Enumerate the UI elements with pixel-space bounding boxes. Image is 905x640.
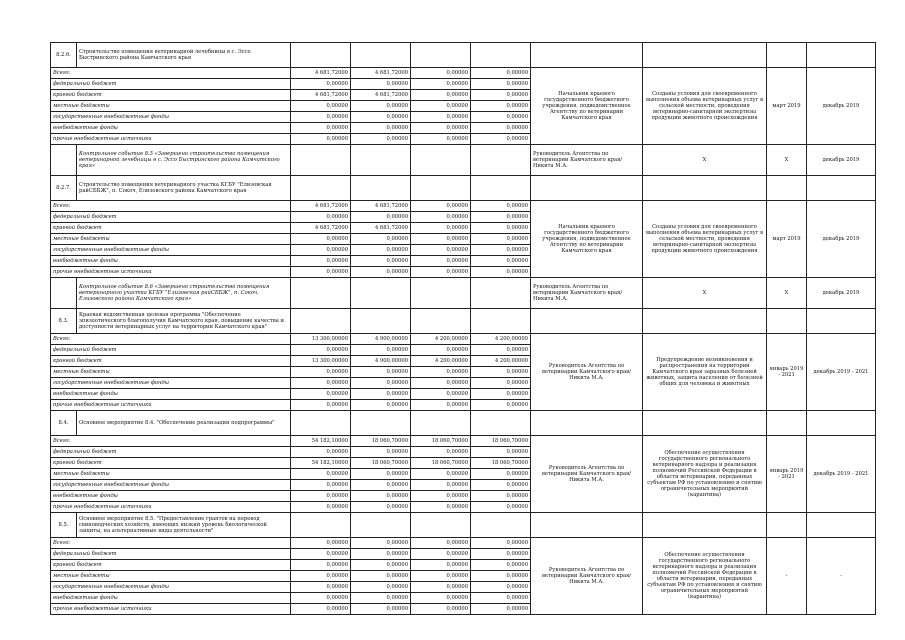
funding-value: 0,00000 bbox=[411, 593, 471, 604]
funding-source-label: федеральный бюджет bbox=[51, 549, 291, 560]
control-event-row bbox=[51, 278, 876, 309]
funding-row bbox=[51, 201, 876, 212]
empty-cell bbox=[767, 513, 807, 538]
funding-value: 0,00000 bbox=[351, 502, 411, 513]
empty-cell bbox=[411, 411, 471, 436]
empty-cell bbox=[351, 176, 411, 201]
funding-value: 0,00000 bbox=[471, 68, 531, 79]
funding-source-label: государственные внебюджетные фонды bbox=[51, 582, 291, 593]
funding-value: 0,00000 bbox=[351, 367, 411, 378]
funding-value: 0,00000 bbox=[411, 604, 471, 615]
expected-result: Обеспечение осуществления государственного регионального ветеринарного надзора и реализация полномочий Российской Федерации в области ветеринарии, переданных субъектам РФ по установлению и снятию ограничительных мероприятий (карантина) bbox=[643, 538, 767, 615]
end-date: декабрь 2019 - 2021 bbox=[807, 334, 876, 411]
empty-cell bbox=[291, 176, 351, 201]
empty-cell bbox=[411, 145, 471, 176]
funding-source-label: местные бюджеты bbox=[51, 469, 291, 480]
block-title-row bbox=[51, 43, 876, 68]
funding-value: 0,00000 bbox=[411, 256, 471, 267]
empty-cell bbox=[351, 411, 411, 436]
item-title: Строительство помещения ветеринарного участка КГБУ "Елизовская райСББЖ", п. Сокоч, Елизовского района Камчатского края bbox=[77, 176, 291, 201]
funding-value: 0,00000 bbox=[351, 245, 411, 256]
funding-value: 0,00000 bbox=[411, 538, 471, 549]
funding-row bbox=[51, 334, 876, 345]
empty-cell bbox=[291, 278, 351, 309]
table-body bbox=[51, 43, 876, 615]
item-title: Строительство помещения ветеринарной лечебницы в с. Эссо Быстринского района Камчатского края bbox=[77, 43, 291, 68]
empty-cell bbox=[411, 176, 471, 201]
funding-source-label: прочие внебюджетные источники bbox=[51, 502, 291, 513]
funding-value: 4 681,72000 bbox=[291, 201, 351, 212]
funding-value: 0,00000 bbox=[291, 345, 351, 356]
end-date: - bbox=[807, 538, 876, 615]
funding-value: 13 300,00000 bbox=[291, 356, 351, 367]
funding-value: 0,00000 bbox=[351, 123, 411, 134]
empty-cell bbox=[767, 176, 807, 201]
item-title: Краевая ведомственная целевая программа "Обеспечение эпизоотического благополучия Камчатского края, повышение качества и доступности ветеринарных услуг на территории Камчатского края" bbox=[77, 309, 291, 334]
control-event-responsible: Руководитель Агентства по ветеринарии Камчатского края/ Никита М.А. bbox=[531, 278, 643, 309]
funding-value: 0,00000 bbox=[351, 234, 411, 245]
funding-value: 0,00000 bbox=[291, 593, 351, 604]
empty-cell bbox=[471, 176, 531, 201]
funding-value: 4 900,00000 bbox=[351, 334, 411, 345]
funding-value: 0,00000 bbox=[471, 593, 531, 604]
funding-source-label: внебюджетные фонды bbox=[51, 123, 291, 134]
empty-cell bbox=[807, 176, 876, 201]
funding-value: 0,00000 bbox=[411, 447, 471, 458]
funding-value: 0,00000 bbox=[351, 538, 411, 549]
empty-cell bbox=[411, 309, 471, 334]
empty-cell bbox=[643, 513, 767, 538]
funding-value: 18 060,70000 bbox=[351, 436, 411, 447]
empty-cell bbox=[767, 309, 807, 334]
empty-cell bbox=[351, 309, 411, 334]
funding-value: 0,00000 bbox=[471, 480, 531, 491]
funding-value: 4 681,72000 bbox=[291, 223, 351, 234]
funding-value: 0,00000 bbox=[411, 469, 471, 480]
funding-source-label: государственные внебюджетные фонды bbox=[51, 480, 291, 491]
funding-row bbox=[51, 436, 876, 447]
funding-value: 13 300,00000 bbox=[291, 334, 351, 345]
funding-value: 0,00000 bbox=[471, 491, 531, 502]
funding-value: 0,00000 bbox=[291, 212, 351, 223]
funding-value: 0,00000 bbox=[351, 400, 411, 411]
funding-value: 0,00000 bbox=[291, 389, 351, 400]
expected-result: Предупреждение возникновения и распространения на территории Камчатского края заразных болезней животных, защита населения от болезней общих для человека и животных bbox=[643, 334, 767, 411]
funding-value: 0,00000 bbox=[351, 560, 411, 571]
funding-value: 4 200,00000 bbox=[471, 334, 531, 345]
funding-value: 0,00000 bbox=[351, 604, 411, 615]
item-code: 8.3. bbox=[51, 309, 77, 334]
empty-cell bbox=[351, 278, 411, 309]
funding-value: 0,00000 bbox=[411, 201, 471, 212]
funding-value: 0,00000 bbox=[471, 223, 531, 234]
funding-value: 0,00000 bbox=[471, 538, 531, 549]
control-event-date: декабрь 2019 bbox=[807, 278, 876, 309]
funding-value: 54 182,10000 bbox=[291, 436, 351, 447]
funding-value: 0,00000 bbox=[411, 400, 471, 411]
control-event-start: Х bbox=[643, 145, 767, 176]
funding-value: 0,00000 bbox=[411, 234, 471, 245]
empty-cell bbox=[351, 145, 411, 176]
funding-value: 0,00000 bbox=[351, 134, 411, 145]
document-page bbox=[50, 42, 869, 615]
empty-cell bbox=[767, 43, 807, 68]
funding-value: 0,00000 bbox=[291, 549, 351, 560]
empty-cell bbox=[531, 513, 643, 538]
empty-cell bbox=[471, 309, 531, 334]
funding-source-label: местные бюджеты bbox=[51, 571, 291, 582]
empty-cell bbox=[291, 145, 351, 176]
empty-cell bbox=[291, 411, 351, 436]
funding-source-label: краевой бюджет bbox=[51, 560, 291, 571]
empty-cell bbox=[643, 309, 767, 334]
empty-cell bbox=[643, 43, 767, 68]
funding-value: 0,00000 bbox=[291, 538, 351, 549]
control-event-end: Х bbox=[767, 145, 807, 176]
funding-value: 0,00000 bbox=[411, 212, 471, 223]
control-event-end: Х bbox=[767, 278, 807, 309]
funding-value: 0,00000 bbox=[291, 245, 351, 256]
start-date: январь 2019 - 2021 bbox=[767, 436, 807, 513]
control-event-responsible: Руководитель Агентства по ветеринарии Камчатского края/ Никита М.А. bbox=[531, 145, 643, 176]
funding-value: 0,00000 bbox=[351, 593, 411, 604]
funding-value: 0,00000 bbox=[291, 112, 351, 123]
funding-value: 0,00000 bbox=[351, 267, 411, 278]
funding-value: 0,00000 bbox=[351, 112, 411, 123]
funding-value: 0,00000 bbox=[471, 245, 531, 256]
funding-value: 4 681,72000 bbox=[291, 68, 351, 79]
empty-cell bbox=[291, 43, 351, 68]
item-title: Основное мероприятие 8.4. "Обеспечение реализации подпрограммы" bbox=[77, 411, 291, 436]
empty-cell bbox=[471, 278, 531, 309]
end-date: декабрь 2019 bbox=[807, 201, 876, 278]
funding-value: 0,00000 bbox=[351, 79, 411, 90]
item-code: 8.2.7. bbox=[51, 176, 77, 201]
empty-cell bbox=[471, 513, 531, 538]
empty-cell bbox=[351, 43, 411, 68]
funding-value: 0,00000 bbox=[471, 469, 531, 480]
funding-value: 0,00000 bbox=[471, 201, 531, 212]
funding-value: 0,00000 bbox=[411, 134, 471, 145]
funding-value: 0,00000 bbox=[411, 480, 471, 491]
funding-value: 0,00000 bbox=[291, 234, 351, 245]
funding-value: 0,00000 bbox=[291, 571, 351, 582]
funding-source-label: Всего: bbox=[51, 201, 291, 212]
funding-source-label: местные бюджеты bbox=[51, 101, 291, 112]
funding-source-label: федеральный бюджет bbox=[51, 345, 291, 356]
funding-value: 0,00000 bbox=[291, 134, 351, 145]
funding-source-label: Всего: bbox=[51, 538, 291, 549]
empty-cell bbox=[807, 309, 876, 334]
empty-cell bbox=[807, 513, 876, 538]
funding-value: 0,00000 bbox=[351, 582, 411, 593]
funding-value: 0,00000 bbox=[411, 245, 471, 256]
funding-value: 0,00000 bbox=[411, 90, 471, 101]
funding-value: 0,00000 bbox=[351, 480, 411, 491]
item-title: Основное мероприятие 8.5. "Предоставление грантов на перевод свиноводческих хозяйств, имеющих низкий уровень биологической защиты, на альтернативные виды деятельности" bbox=[77, 513, 291, 538]
funding-value: 0,00000 bbox=[471, 560, 531, 571]
empty-cell bbox=[807, 43, 876, 68]
funding-value: 0,00000 bbox=[411, 582, 471, 593]
funding-source-label: местные бюджеты bbox=[51, 367, 291, 378]
expected-result: Обеспечение осуществления государственного регионального ветеринарного надзора и реализация полномочий Российской Федерации в области ветеринарии, переданных субъектам РФ по установлению и снятию ограничительных мероприятий (карантина) bbox=[643, 436, 767, 513]
funding-value: 0,00000 bbox=[291, 447, 351, 458]
empty-cell bbox=[471, 411, 531, 436]
funding-value: 0,00000 bbox=[291, 378, 351, 389]
funding-source-label: краевой бюджет bbox=[51, 356, 291, 367]
funding-value: 0,00000 bbox=[351, 256, 411, 267]
funding-value: 0,00000 bbox=[471, 212, 531, 223]
empty-cell bbox=[767, 411, 807, 436]
empty-cell bbox=[471, 43, 531, 68]
funding-value: 0,00000 bbox=[471, 134, 531, 145]
start-date: - bbox=[767, 538, 807, 615]
funding-value: 4 681,72000 bbox=[351, 90, 411, 101]
funding-value: 0,00000 bbox=[471, 90, 531, 101]
funding-value: 0,00000 bbox=[411, 79, 471, 90]
funding-value: 0,00000 bbox=[351, 389, 411, 400]
funding-value: 54 182,10000 bbox=[291, 458, 351, 469]
funding-value: 4 681,72000 bbox=[351, 223, 411, 234]
funding-source-label: местные бюджеты bbox=[51, 234, 291, 245]
end-date: декабрь 2019 - 2021 bbox=[807, 436, 876, 513]
funding-value: 0,00000 bbox=[411, 223, 471, 234]
funding-value: 0,00000 bbox=[411, 101, 471, 112]
funding-value: 0,00000 bbox=[471, 123, 531, 134]
funding-value: 0,00000 bbox=[471, 502, 531, 513]
funding-source-label: прочие внебюджетные источники bbox=[51, 400, 291, 411]
funding-value: 18 060,70000 bbox=[471, 436, 531, 447]
expected-result: Созданы условия для своевременного выполнения объема ветеринарных услуг в сельской местности, проведения ветеринарно-санитарной экспертизы продукции животного происхождения bbox=[643, 68, 767, 145]
funding-source-label: федеральный бюджет bbox=[51, 79, 291, 90]
funding-source-label: государственные внебюджетные фонды bbox=[51, 378, 291, 389]
block-title-row bbox=[51, 411, 876, 436]
funding-value: 0,00000 bbox=[291, 491, 351, 502]
funding-value: 18 060,70000 bbox=[411, 458, 471, 469]
responsible-executor: Начальник краевого государственного бюджетного учреждения, подведомственное Агентству по ветеринарии Камчатского края bbox=[531, 68, 643, 145]
funding-value: 0,00000 bbox=[471, 389, 531, 400]
funding-value: 4 200,00000 bbox=[471, 356, 531, 367]
funding-source-label: Всего: bbox=[51, 436, 291, 447]
empty-cell bbox=[411, 43, 471, 68]
funding-row bbox=[51, 68, 876, 79]
funding-value: 0,00000 bbox=[291, 560, 351, 571]
funding-value: 4 200,00000 bbox=[411, 334, 471, 345]
item-code: 8.2.6. bbox=[51, 43, 77, 68]
control-event-date: декабрь 2019 bbox=[807, 145, 876, 176]
empty-cell bbox=[411, 278, 471, 309]
start-date: март 2019 bbox=[767, 201, 807, 278]
funding-source-label: внебюджетные фонды bbox=[51, 491, 291, 502]
funding-value: 0,00000 bbox=[471, 267, 531, 278]
funding-value: 0,00000 bbox=[291, 502, 351, 513]
funding-value: 0,00000 bbox=[291, 101, 351, 112]
funding-value: 0,00000 bbox=[411, 389, 471, 400]
funding-value: 0,00000 bbox=[471, 378, 531, 389]
funding-value: 18 060,70000 bbox=[411, 436, 471, 447]
funding-source-label: внебюджетные фонды bbox=[51, 593, 291, 604]
funding-value: 0,00000 bbox=[411, 549, 471, 560]
funding-value: 0,00000 bbox=[411, 560, 471, 571]
funding-value: 0,00000 bbox=[471, 367, 531, 378]
funding-value: 0,00000 bbox=[291, 256, 351, 267]
funding-value: 0,00000 bbox=[351, 101, 411, 112]
funding-value: 0,00000 bbox=[411, 571, 471, 582]
empty-cell bbox=[531, 411, 643, 436]
funding-value: 0,00000 bbox=[471, 400, 531, 411]
empty-cell bbox=[51, 278, 77, 309]
item-code: 8.5. bbox=[51, 513, 77, 538]
control-event-row bbox=[51, 145, 876, 176]
funding-source-label: федеральный бюджет bbox=[51, 212, 291, 223]
empty-cell bbox=[643, 411, 767, 436]
control-event-start: Х bbox=[643, 278, 767, 309]
funding-value: 0,00000 bbox=[351, 571, 411, 582]
funding-value: 18 060,70000 bbox=[471, 458, 531, 469]
responsible-executor: Руководитель Агентства по ветеринарии Камчатского края/ Никита М.А. bbox=[531, 436, 643, 513]
funding-value: 0,00000 bbox=[351, 469, 411, 480]
funding-value: 0,00000 bbox=[471, 234, 531, 245]
responsible-executor: Руководитель Агентства по ветеринарии Камчатского края/ Никита М.А. bbox=[531, 538, 643, 615]
funding-value: 0,00000 bbox=[351, 378, 411, 389]
funding-value: 4 200,00000 bbox=[411, 356, 471, 367]
control-event-title: Контрольное событие 8.5 «Завершено строительство помещения ветеринарной лечебницы в с. Эссо Быстринского района Камчатского края» bbox=[77, 145, 291, 176]
end-date: декабрь 2019 bbox=[807, 68, 876, 145]
funding-source-label: федеральный бюджет bbox=[51, 447, 291, 458]
funding-value: 0,00000 bbox=[411, 502, 471, 513]
funding-value: 0,00000 bbox=[291, 123, 351, 134]
funding-value: 0,00000 bbox=[471, 582, 531, 593]
funding-value: 0,00000 bbox=[471, 604, 531, 615]
funding-source-label: краевой бюджет bbox=[51, 223, 291, 234]
empty-cell bbox=[531, 176, 643, 201]
funding-value: 0,00000 bbox=[351, 212, 411, 223]
funding-value: 0,00000 bbox=[291, 604, 351, 615]
empty-cell bbox=[291, 513, 351, 538]
responsible-executor: Начальник краевого государственного бюджетного учреждения, подведомственное Агентству по ветеринарии Камчатского края bbox=[531, 201, 643, 278]
funding-source-label: государственные внебюджетные фонды bbox=[51, 245, 291, 256]
funding-value: 0,00000 bbox=[471, 571, 531, 582]
empty-cell bbox=[51, 145, 77, 176]
block-title-row bbox=[51, 513, 876, 538]
block-title-row bbox=[51, 309, 876, 334]
funding-value: 0,00000 bbox=[411, 345, 471, 356]
funding-value: 0,00000 bbox=[411, 123, 471, 134]
funding-source-label: прочие внебюджетные источники bbox=[51, 134, 291, 145]
funding-value: 0,00000 bbox=[351, 345, 411, 356]
item-code: 8.4. bbox=[51, 411, 77, 436]
control-event-title: Контрольное событие 8.6 «Завершено строительство помещения ветеринарного участка КГБУ "Елизовская райСББЖ", п. Сокоч, Елизовского района Камчатского края» bbox=[77, 278, 291, 309]
funding-value: 0,00000 bbox=[411, 112, 471, 123]
empty-cell bbox=[531, 43, 643, 68]
funding-value: 0,00000 bbox=[291, 267, 351, 278]
funding-source-label: Всего: bbox=[51, 334, 291, 345]
start-date: январь 2019 - 2021 bbox=[767, 334, 807, 411]
empty-cell bbox=[351, 513, 411, 538]
funding-value: 0,00000 bbox=[411, 491, 471, 502]
funding-value: 0,00000 bbox=[471, 101, 531, 112]
funding-value: 4 681,72000 bbox=[351, 201, 411, 212]
funding-value: 4 681,72000 bbox=[351, 68, 411, 79]
funding-row bbox=[51, 538, 876, 549]
empty-cell bbox=[291, 309, 351, 334]
funding-value: 0,00000 bbox=[291, 400, 351, 411]
funding-value: 0,00000 bbox=[471, 256, 531, 267]
funding-value: 0,00000 bbox=[291, 480, 351, 491]
funding-source-label: прочие внебюджетные источники bbox=[51, 267, 291, 278]
empty-cell bbox=[471, 145, 531, 176]
funding-value: 0,00000 bbox=[351, 447, 411, 458]
expected-result: Созданы условия для своевременного выполнения объема ветеринарных услуг в сельской местности, проведения ветеринарно-санитарной экспертизы продукции животного происхождения bbox=[643, 201, 767, 278]
funding-value: 0,00000 bbox=[471, 79, 531, 90]
empty-cell bbox=[411, 513, 471, 538]
funding-value: 0,00000 bbox=[291, 367, 351, 378]
funding-source-label: краевой бюджет bbox=[51, 90, 291, 101]
funding-value: 18 060,70000 bbox=[351, 458, 411, 469]
funding-source-label: государственные внебюджетные фонды bbox=[51, 112, 291, 123]
program-table bbox=[50, 42, 876, 615]
funding-source-label: Всего: bbox=[51, 68, 291, 79]
funding-value: 0,00000 bbox=[291, 469, 351, 480]
funding-value: 4 681,72000 bbox=[291, 90, 351, 101]
funding-value: 0,00000 bbox=[351, 491, 411, 502]
responsible-executor: Руководитель Агентства по ветеринарии Камчатского края/ Никита М.А. bbox=[531, 334, 643, 411]
empty-cell bbox=[807, 411, 876, 436]
funding-value: 0,00000 bbox=[291, 79, 351, 90]
funding-source-label: внебюджетные фонды bbox=[51, 389, 291, 400]
funding-source-label: прочие внебюджетные источники bbox=[51, 604, 291, 615]
funding-value: 0,00000 bbox=[411, 68, 471, 79]
funding-value: 0,00000 bbox=[411, 378, 471, 389]
funding-value: 0,00000 bbox=[291, 582, 351, 593]
funding-value: 0,00000 bbox=[411, 267, 471, 278]
funding-value: 0,00000 bbox=[471, 447, 531, 458]
funding-value: 0,00000 bbox=[351, 549, 411, 560]
funding-value: 4 900,00000 bbox=[351, 356, 411, 367]
start-date: март 2019 bbox=[767, 68, 807, 145]
empty-cell bbox=[643, 176, 767, 201]
block-title-row bbox=[51, 176, 876, 201]
funding-value: 0,00000 bbox=[471, 345, 531, 356]
funding-value: 0,00000 bbox=[471, 549, 531, 560]
empty-cell bbox=[531, 309, 643, 334]
funding-source-label: внебюджетные фонды bbox=[51, 256, 291, 267]
funding-source-label: краевой бюджет bbox=[51, 458, 291, 469]
funding-value: 0,00000 bbox=[471, 112, 531, 123]
funding-value: 0,00000 bbox=[411, 367, 471, 378]
